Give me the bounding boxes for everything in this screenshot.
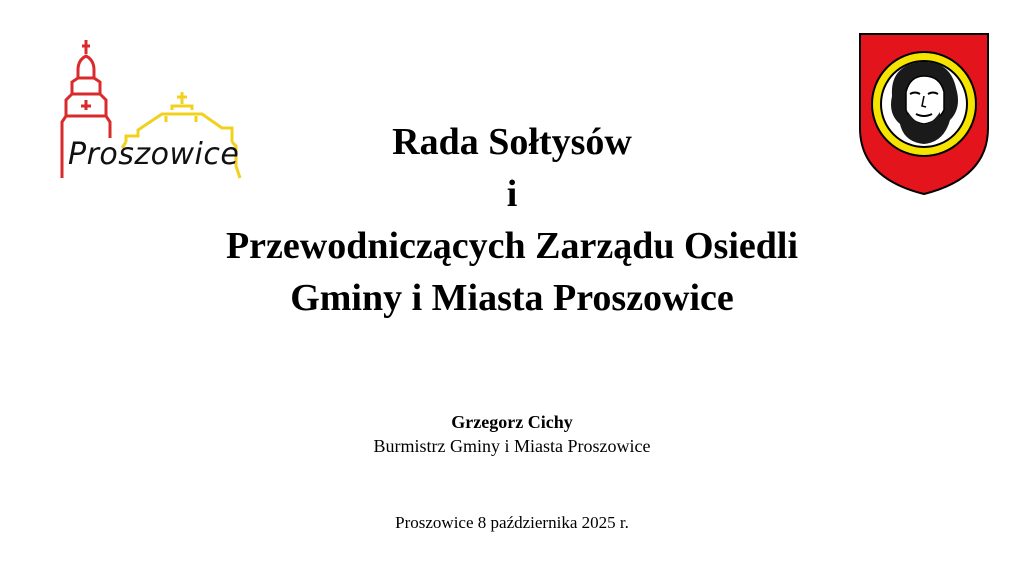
author-name: Grzegorz Cichy bbox=[451, 412, 573, 432]
title-line: Gminy i Miasta Proszowice bbox=[290, 277, 734, 319]
author-block bbox=[0, 410, 1024, 458]
title-line: Rada Sołtysów bbox=[392, 121, 632, 163]
place-date: Proszowice 8 października 2025 r. bbox=[395, 513, 629, 532]
title-line: i bbox=[506, 173, 518, 215]
logo-wordmark: Proszowice bbox=[68, 137, 240, 172]
page-title bbox=[0, 116, 1024, 324]
author-role: Burmistrz Gminy i Miasta Proszowice bbox=[373, 436, 651, 456]
title-line: Przewodniczących Zarządu Osiedli bbox=[225, 225, 799, 267]
